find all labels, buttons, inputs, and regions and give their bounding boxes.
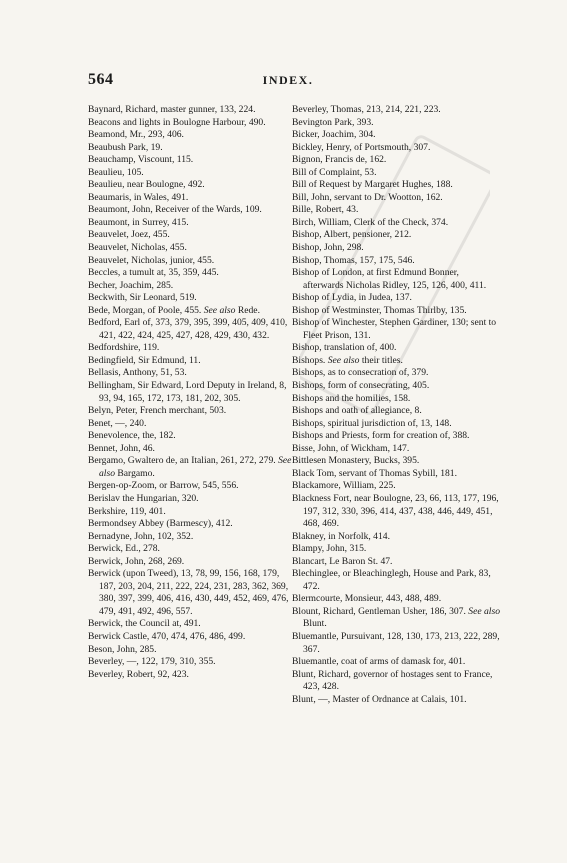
index-entry: Blount, Richard, Gentleman Usher, 186, 307. See also Blunt. (292, 605, 500, 630)
index-entry: Bellasis, Anthony, 51, 53. (88, 367, 187, 379)
index-entry: Blancart, Le Baron St. 47. (292, 555, 393, 567)
index-entry: Blampy, John, 315. (292, 543, 367, 555)
index-entry: Bede, Morgan, of Poole, 455. See also Rede. (88, 304, 260, 316)
index-entry: Blackamore, William, 225. (292, 480, 396, 492)
index-entry: Bishop, John, 298. (292, 242, 364, 254)
index-entry: Beauchamp, Viscount, 115. (88, 154, 194, 166)
index-entry: Benevolence, the, 182. (88, 430, 176, 442)
index-entry: Bishops, form of consecrating, 405. (292, 380, 430, 392)
index-entry: Blakney, in Norfolk, 414. (292, 530, 390, 542)
index-entry: Belyn, Peter, French merchant, 503. (88, 405, 227, 417)
index-entry: Bluemantle, coat of arms of damask for, 401. (292, 656, 466, 668)
index-entry: Beverley, Robert, 92, 423. (88, 668, 189, 680)
index-entry: Berwick, Ed., 278. (88, 543, 160, 555)
index-entry: Beauvelet, Joez, 455. (88, 229, 170, 241)
index-entry: Beson, John, 285. (88, 643, 157, 655)
index-entry: Birch, William, Clerk of the Check, 374. (292, 216, 449, 228)
index-entry: Berislav the Hungarian, 320. (88, 492, 199, 504)
index-entry: Bermondsey Abbey (Barmescy), 412. (88, 518, 233, 530)
index-entry: Bedingfield, Sir Edmund, 11. (88, 354, 201, 366)
index-entry: Bignon, Francis de, 162. (292, 154, 387, 166)
index-entry: Bishop of London, at first Edmund Bonner, afterwards Nicholas Ridley, 125, 126, 400, 411. (292, 267, 487, 291)
index-entry: Bishop of Lydia, in Judea, 137. (292, 292, 412, 304)
index-entry: Beaumont, John, Receiver of the Wards, 109. (88, 204, 262, 216)
index-entry: Blackness Fort, near Boulogne, 23, 66, 113, 177, 196, 197, 312, 330, 396, 414, 437, 438, 446, 449, 451, 468, 469. (292, 492, 499, 530)
index-entry: Bicker, Joachim, 304. (292, 129, 376, 141)
index-entry: Bisse, John, of Wickham, 147. (292, 442, 410, 454)
index-entry: Bishops and oath of allegiance, 8. (292, 405, 422, 417)
index-entry: Blechinglee, or Bleachinglegh, House and Park, 83, 472. (292, 568, 491, 592)
index-entry: Berwick (upon Tweed), 13, 78, 99, 156, 168, 179, 187, 203, 204, 211, 222, 224, 231, 283, 362, 369, 380, 397, 399, 406, 416, 430, 449, 452, 469, 476, 479, 491, 492, 496, 557. (88, 568, 289, 617)
index-entry: Bittlesen Monastery, Bucks, 395. (292, 455, 420, 467)
index-entry: Beaulieu, near Boulogne, 492. (88, 179, 205, 191)
index-entry: Beauvelet, Nicholas, 455. (88, 242, 187, 254)
index-entry: Bellingham, Sir Edward, Lord Deputy in Ireland, 8, 93, 94, 165, 172, 173, 181, 202, 305. (88, 380, 287, 404)
index-entry: Bill of Complaint, 53. (292, 166, 377, 178)
index-entry: Bill, John, servant to Dr. Wootton, 162. (292, 191, 443, 203)
index-entry: Berwick, the Council at, 491. (88, 618, 201, 630)
index-entry: Bishops and the homilies, 158. (292, 392, 411, 404)
index-entry: Bishop of Winchester, Stephen Gardiner, 130; sent to Fleet Prison, 131. (292, 317, 497, 341)
index-entry: Bergen-op-Zoom, or Barrow, 545, 556. (88, 480, 239, 492)
index-entry: Bishops. See also their titles. (292, 354, 403, 366)
index-entry: Bickley, Henry, of Portsmouth, 307. (292, 141, 431, 153)
index-entry: Beckwith, Sir Leonard, 519. (88, 292, 197, 304)
index-entry: Berwick Castle, 470, 474, 476, 486, 499. (88, 630, 246, 642)
index-entry: Beaulieu, 105. (88, 166, 144, 178)
index-entry: Beauvelet, Nicholas, junior, 455. (88, 254, 215, 266)
index-entry: Berkshire, 119, 401. (88, 505, 166, 517)
index-entry: Beverley, —, 122, 179, 310, 355. (88, 656, 216, 668)
index-column-left (88, 104, 296, 681)
page-header (88, 71, 488, 93)
index-entry: Bevington Park, 393. (292, 116, 374, 128)
index-entry: Blunt, Richard, governor of hostages sent to France, 423, 428. (292, 668, 493, 693)
index-entry: Bernadyne, John, 102, 352. (88, 530, 194, 542)
index-entry: Bishops, as to consecration of, 379. (292, 367, 429, 379)
index-entry: Blermcourte, Monsieur, 443, 488, 489. (292, 593, 442, 605)
index-entry: Berwick, John, 268, 269. (88, 555, 185, 567)
index-entry: Bishop, translation of, 400. (292, 342, 397, 354)
index-entry: Bill of Request by Margaret Hughes, 188. (292, 179, 453, 191)
index-entry: Bennet, John, 46. (88, 442, 155, 454)
index-entry: Bluemantle, Pursuivant, 128, 130, 173, 213, 222, 289, 367. (292, 630, 500, 655)
index-entry: Bille, Robert, 43. (292, 204, 359, 216)
index-entry: Blunt, —, Master of Ordnance at Calais, 101. (292, 693, 467, 705)
index-entry: Bishops and Priests, form for creation of, 388. (292, 430, 470, 442)
index-entry: Black Tom, servant of Thomas Sybill, 181. (292, 467, 457, 479)
index-entry: Bergamo, Gwaltero de, an Italian, 261, 272, 279. See also Bargamo. (88, 455, 292, 479)
index-entry: Beaubush Park, 19. (88, 141, 163, 153)
index-entry: Bishop, Thomas, 157, 175, 546. (292, 254, 415, 266)
page-number: 564 (88, 71, 114, 88)
index-entry: Beamond, Mr., 293, 406. (88, 129, 184, 141)
index-entry: Beverley, Thomas, 213, 214, 221, 223. (292, 104, 441, 115)
index-entry: Benet, —, 240. (88, 417, 147, 429)
index-entry: Beaumaris, in Wales, 491. (88, 191, 189, 203)
page-title: INDEX. (262, 73, 314, 87)
index-entry: Bedford, Earl of, 373, 379, 395, 399, 405, 409, 410, 421, 422, 424, 425, 427, 428, 429, 430, 432. (88, 317, 288, 341)
index-entry: Baynard, Richard, master gunner, 133, 224. (88, 104, 256, 115)
index-entry: Beaumont, in Surrey, 415. (88, 216, 189, 228)
index-entry: Bishop of Westminster, Thomas Thirlby, 135. (292, 304, 467, 316)
index-entry: Bishops, spiritual jurisdiction of, 13, 148. (292, 417, 452, 429)
index-entry: Becher, Joachim, 285. (88, 279, 174, 291)
index-entry: Beccles, a tumult at, 35, 359, 445. (88, 267, 219, 279)
index-entry: Beacons and lights in Boulogne Harbour, 490. (88, 116, 266, 128)
index-entry: Bishop, Albert, pensioner, 212. (292, 229, 412, 241)
index-entry: Bedfordshire, 119. (88, 342, 160, 354)
index-column-right (292, 104, 500, 706)
